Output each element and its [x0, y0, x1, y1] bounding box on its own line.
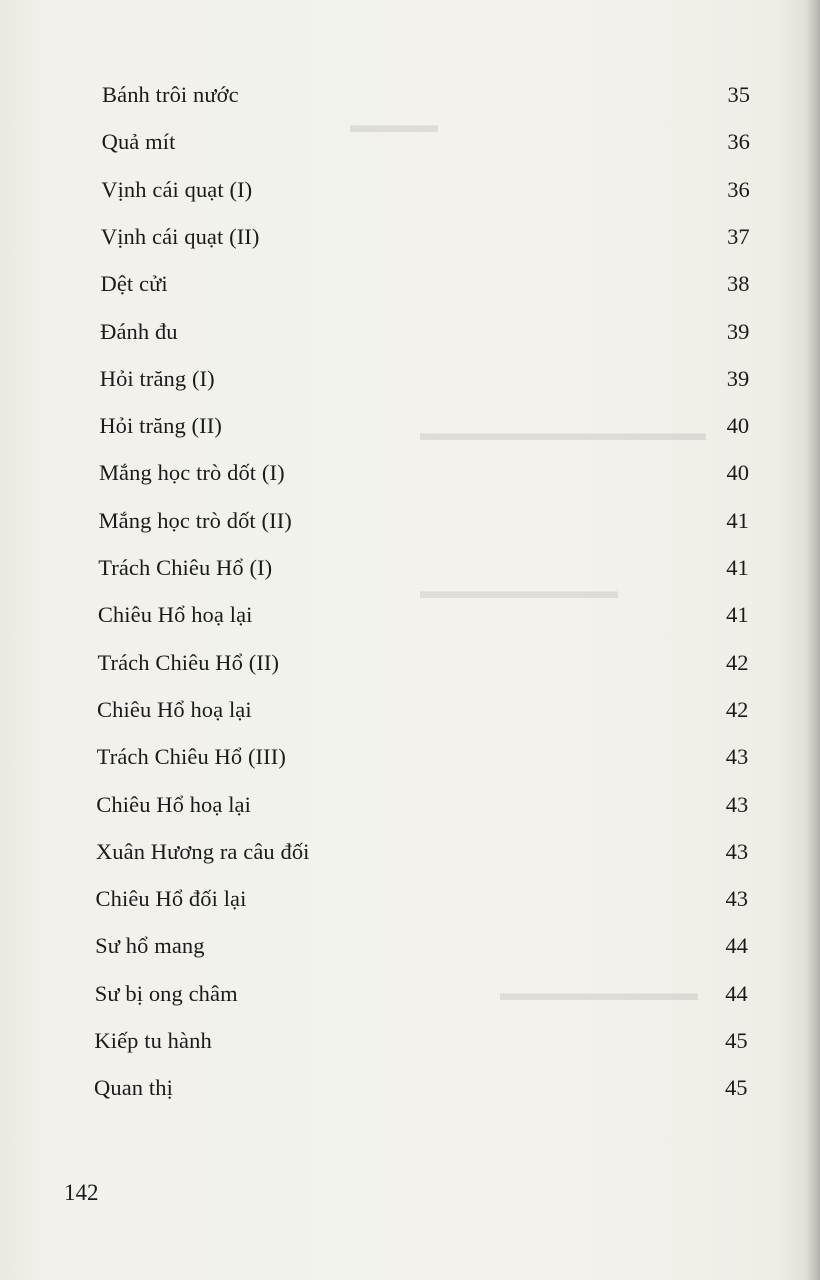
toc-entry: [100, 319, 749, 349]
toc-entry-title: Chiêu Hổ hoạ lại: [97, 602, 253, 628]
toc-entry-title: Đánh đu: [100, 318, 178, 344]
toc-entry-page: 36: [727, 129, 750, 155]
toc-entry: [97, 697, 748, 727]
toc-entry-title: Mắng học trò dốt (II): [98, 507, 292, 533]
show-through-bleed: ▬▬▬▬▬▬▬▬▬: [420, 578, 618, 603]
toc-entry-page: 44: [725, 933, 748, 959]
toc-entry: [102, 82, 750, 112]
toc-entry: [97, 650, 748, 680]
toc-entry-page: 35: [727, 82, 750, 107]
toc-entry-title: Vịnh cái quạt (I): [101, 176, 253, 202]
toc-entry-title: Vịnh cái quạt (II): [100, 223, 260, 249]
toc-entry-title: Bánh trôi nước: [102, 82, 239, 107]
toc-entry-page: 40: [726, 460, 750, 486]
show-through-bleed: ▬▬▬▬▬▬▬▬▬: [500, 980, 698, 1005]
toc-entry: [99, 413, 749, 443]
toc-entry-title: Chiêu Hổ đối lại: [95, 886, 247, 912]
toc-entry-title: Trách Chiêu Hổ (I): [98, 555, 273, 580]
toc-entry-title: Chiêu Hổ hoạ lại: [97, 696, 252, 722]
toc-entry-page: 43: [725, 886, 748, 912]
toc-entry-title: Hỏi trăng (II): [99, 413, 222, 439]
toc-entry-title: Chiêu Hổ hoạ lại: [96, 791, 251, 817]
toc-entry: [99, 460, 749, 490]
page-number: 142: [64, 1180, 99, 1205]
show-through-bleed: ▬▬▬▬▬▬▬▬▬▬▬▬▬: [420, 420, 706, 445]
toc-entry-title: Trách Chiêu Hổ (II): [97, 649, 280, 675]
toc-entry-title: Xuân Hương ra câu đối: [95, 838, 310, 864]
toc-entry-page: 41: [726, 602, 749, 628]
page-edge-shadow: [806, 0, 820, 1280]
toc-entry-title: Sư hổ mang: [95, 933, 205, 959]
toc-entry-page: 45: [724, 1075, 748, 1101]
toc-entry-page: 37: [727, 223, 750, 249]
toc-entry: [100, 366, 750, 396]
toc-entry: [101, 177, 750, 207]
toc-entry-page: 36: [727, 176, 750, 202]
toc-entry-page: 41: [726, 555, 749, 580]
toc-entry: [99, 508, 749, 538]
toc-entry-page: 42: [725, 696, 749, 722]
toc-entry: [95, 981, 748, 1011]
toc-entry: [96, 839, 748, 869]
toc-entry-page: 38: [727, 271, 750, 297]
toc-entry: [96, 792, 748, 822]
toc-entry-title: Sư bị ong châm: [94, 980, 238, 1006]
toc-entry: [102, 129, 750, 159]
toc-entry-page: 45: [725, 1028, 748, 1053]
toc-entry: [96, 886, 748, 916]
toc-entry: [94, 1028, 747, 1058]
toc-entry-page: 44: [725, 980, 748, 1006]
toc-entry-page: 43: [725, 744, 749, 770]
toc-entry-page: 39: [726, 318, 750, 344]
toc-entry: [98, 602, 749, 632]
toc-entry-page: 39: [726, 365, 750, 391]
toc-entry-page: 40: [726, 413, 750, 439]
toc-entry: [94, 1075, 747, 1105]
show-through-bleed: ▬▬▬▬: [350, 112, 438, 137]
toc-entry-title: Kiếp tu hành: [94, 1028, 212, 1053]
toc-entry-title: Mắng học trò dốt (I): [98, 460, 285, 486]
toc-entry-page: 43: [725, 791, 749, 817]
toc-entry: [95, 933, 748, 963]
toc-entry: [98, 555, 749, 585]
toc-entry-page: 43: [725, 838, 749, 864]
toc-entry-title: Quả mít: [101, 129, 176, 155]
toc-entry: [97, 744, 749, 774]
toc-entry: [100, 271, 749, 301]
toc-entry-title: Quan thị: [94, 1075, 173, 1101]
toc-entry-title: Trách Chiêu Hổ (III): [96, 744, 286, 770]
toc-entry-title: Dệt cửi: [100, 271, 168, 297]
toc-entry-title: Hỏi trăng (I): [99, 365, 215, 391]
toc-entry-page: 41: [726, 507, 749, 533]
toc-entry-page: 42: [726, 649, 749, 675]
toc-entry: [101, 224, 750, 254]
